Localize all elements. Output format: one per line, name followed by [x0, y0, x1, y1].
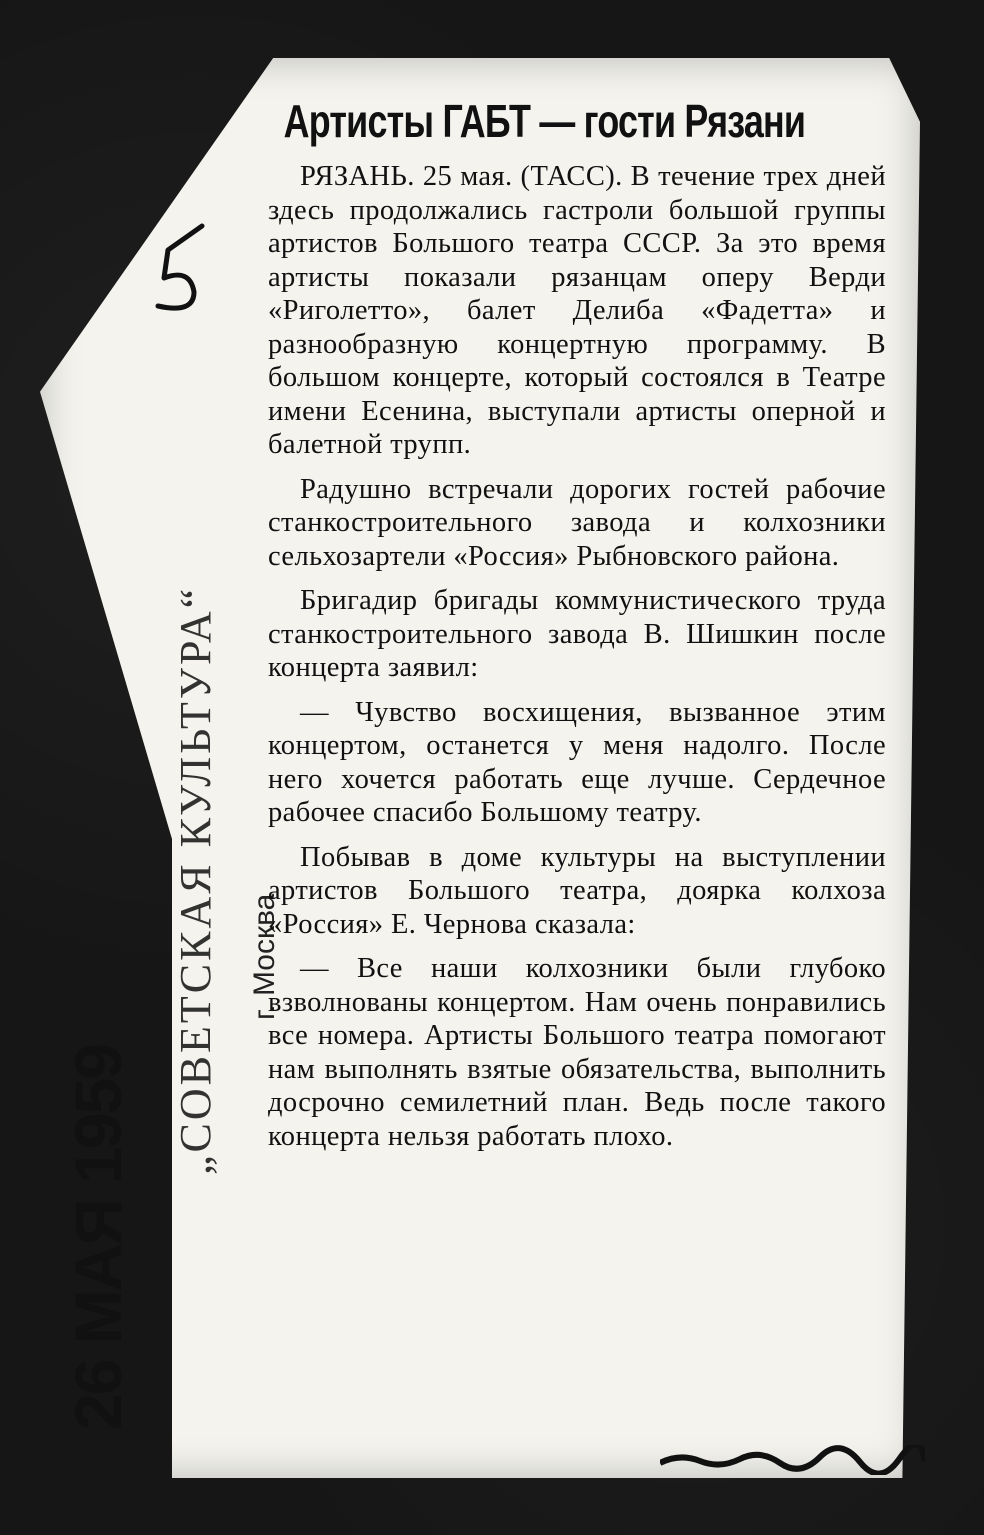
city-label: г. Москва — [248, 893, 281, 1020]
article-paragraph: Побывав в доме культуры на выступлении артистов Большого театра, доярка колхоза «Россия» Е. Чернова сказала: — [268, 841, 886, 940]
article-paragraph: — Все наши колхозники были глубоко взволнованы концертом. Нам очень понравились все номера. Артисты Большого театра помогают нам выполнять взятые обязательства, выполнить досрочно семилетний план. Ведь после такого концерта нельзя работать плохо. — [268, 953, 886, 1152]
article-headline: Артисты ГАБТ — гости Рязани — [283, 95, 806, 147]
article-paragraph: Бригадир бригады коммунистического труда станкостроительного завода В. Шишкин после концерта заявил: — [268, 585, 886, 683]
article-paragraph: — Чувство восхищения, вызванное этим концертом, останется у меня надолго. После него хочется работать еще лучше. Сердечное рабочее спасибо Большому театру. — [268, 696, 886, 828]
newspaper-source: „СОВЕТСКАЯ КУЛЬТУРА“ — [171, 585, 220, 1175]
date-stamp: 26 МАЯ 1959 — [61, 1045, 135, 1430]
torn-edge — [660, 1445, 925, 1475]
article-paragraph: РЯЗАНЬ. 25 мая. (ТАСС). В течение трех дней здесь продолжались гастроли большой группы артистов Большого театра СССР. За это время артисты показали рязанцам оперу Верди «Риголетто», балет Делиба «Фадетта» и разнообразную концертную программу. В большом концерте, который состоялся в Театре имени Есенина, выступали артисты оперной и балетной трупп. — [268, 161, 886, 460]
article-paragraph: Радушно встречали дорогих гостей рабочие станкостроительного завода и колхозники сельхозартели «Россия» Рыбновского района. — [268, 473, 886, 572]
handwritten-page-number — [150, 220, 210, 320]
article — [268, 82, 886, 1164]
